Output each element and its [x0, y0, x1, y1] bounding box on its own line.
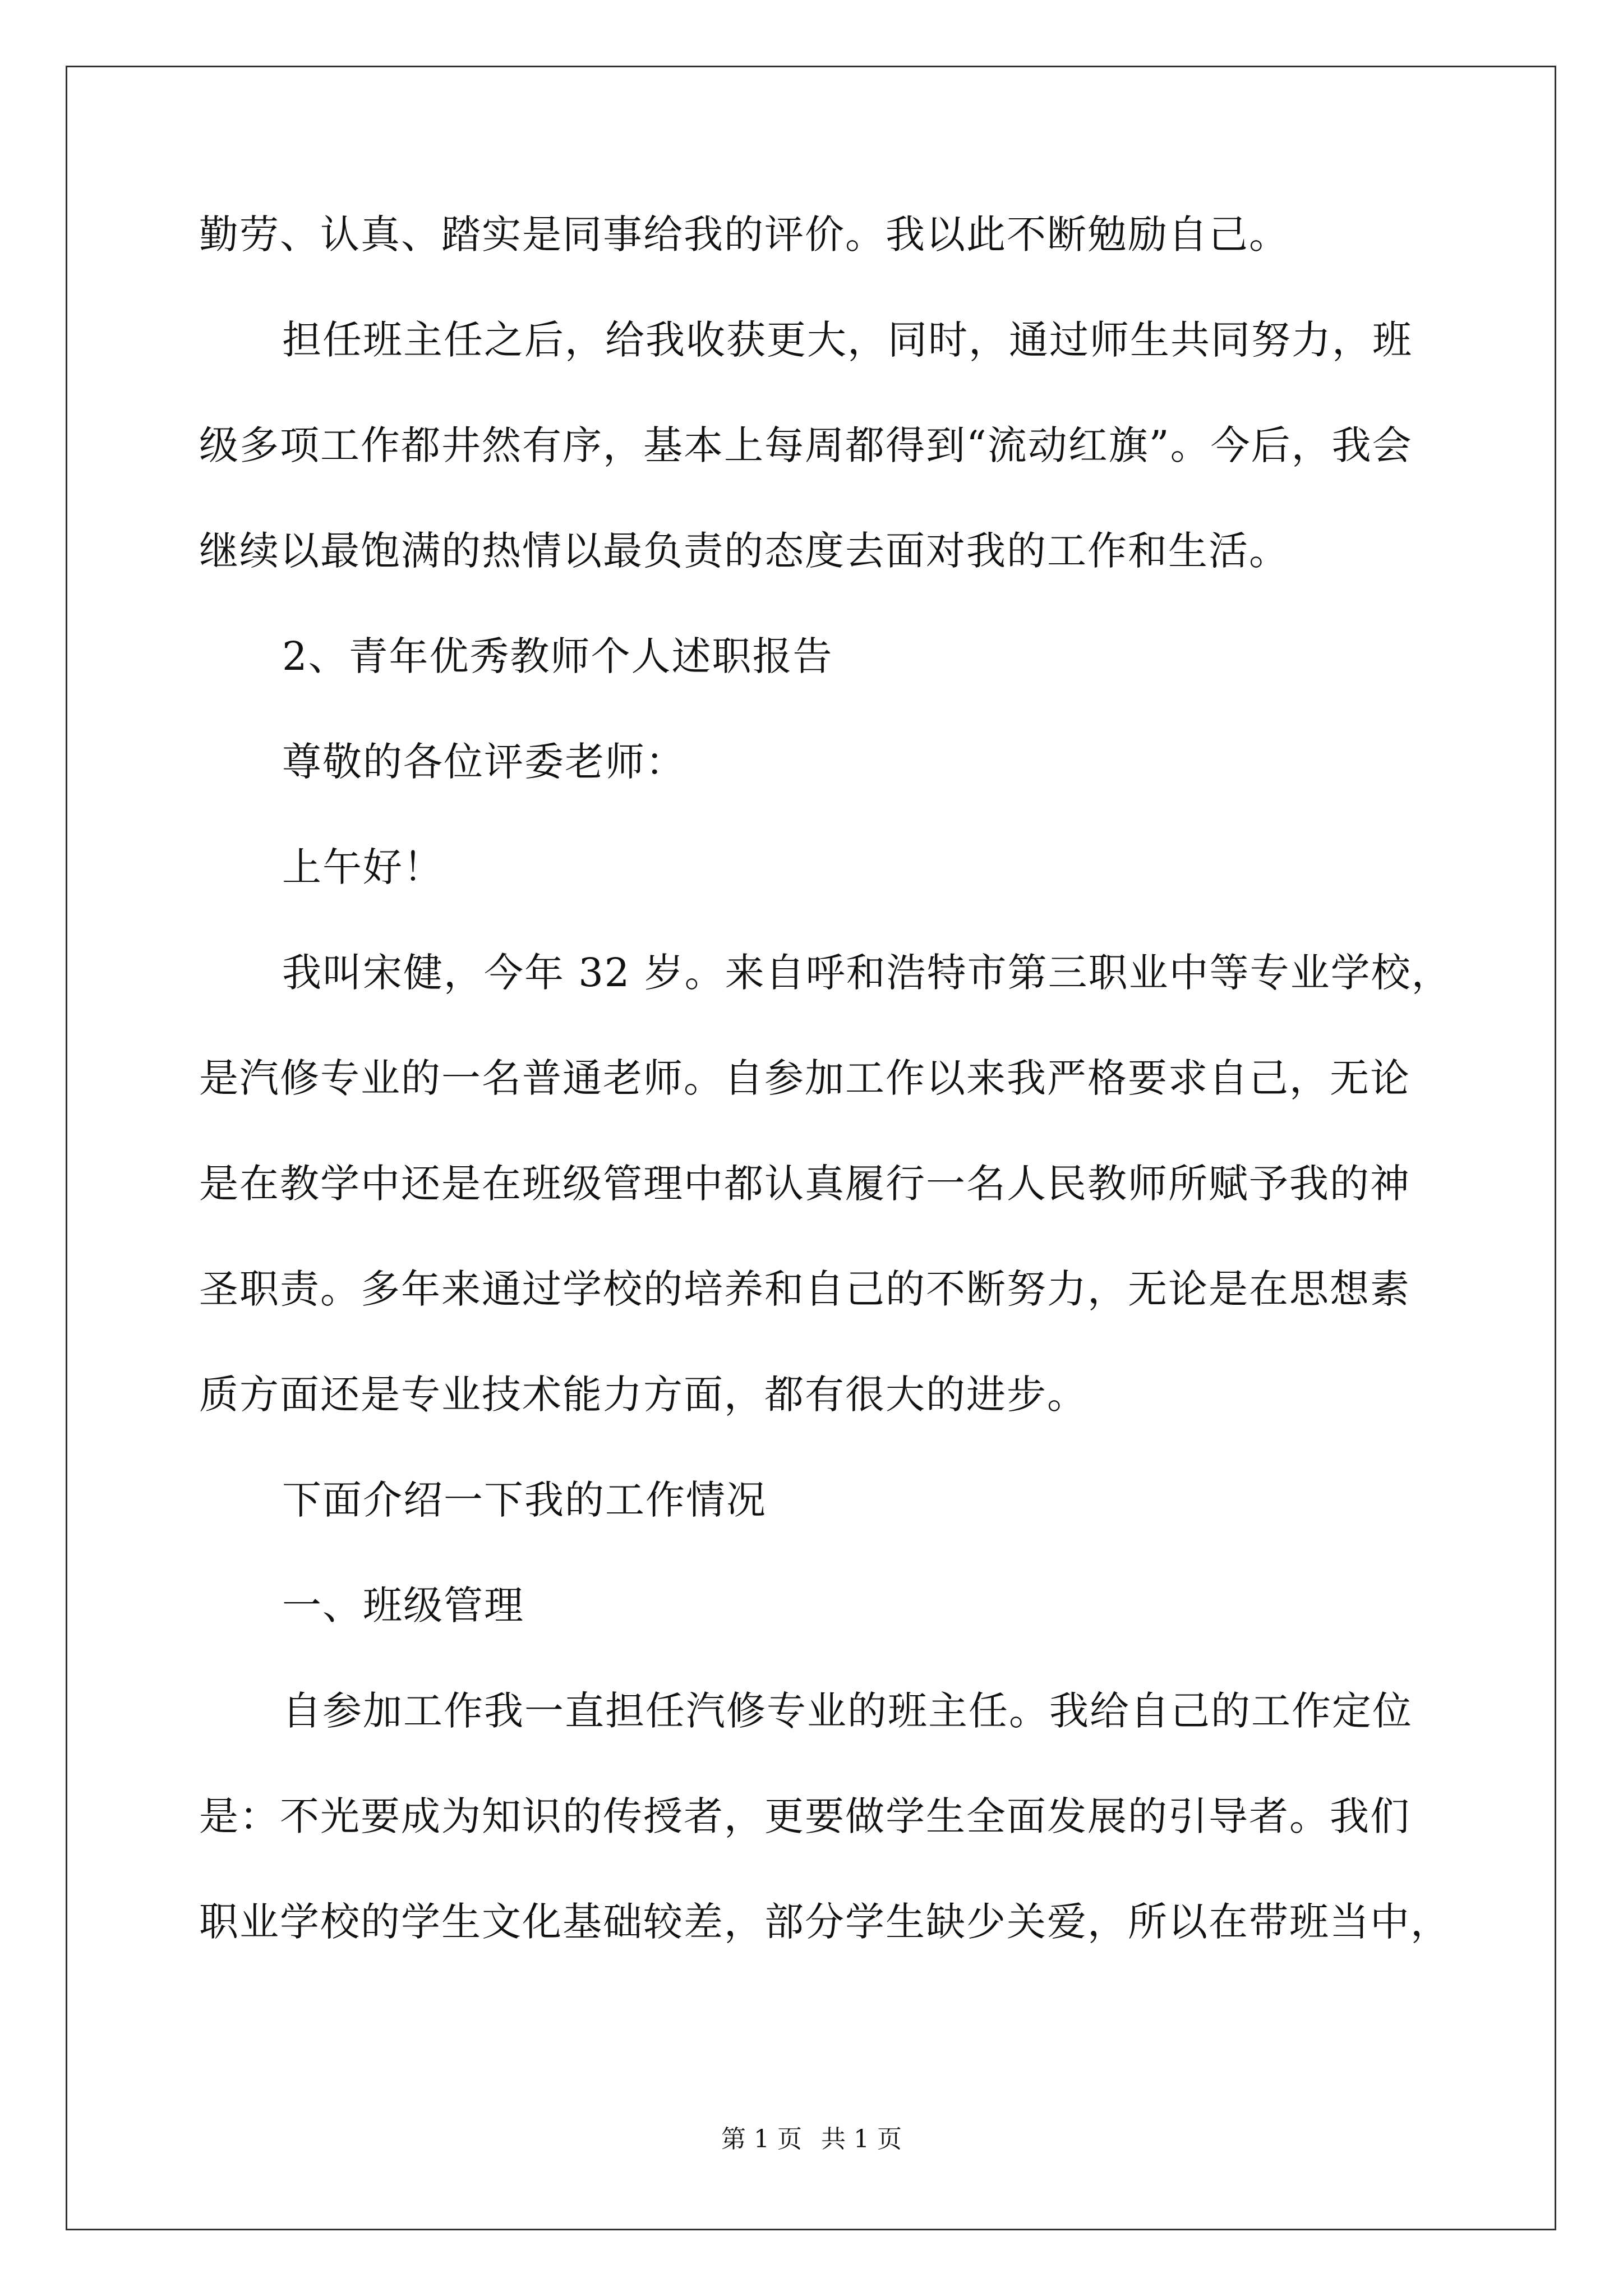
text-line: 是汽修专业的一名普通老师。自参加工作以来我严格要求自己，无论 — [199, 1055, 1410, 1101]
text-line: 职业学校的学生文化基础较差，部分学生缺少关爱，所以在带班当中， — [199, 1899, 1451, 1945]
page-footer — [0, 2127, 1623, 2152]
text-line: 勤劳、认真、踏实是同事给我的评价。我以此不断勉励自己。 — [199, 211, 1289, 257]
text-line: 继续以最饱满的热情以最负责的态度去面对我的工作和生活。 — [199, 528, 1289, 574]
page-number: 第 1 页 — [721, 2125, 802, 2154]
section-heading: 2、青年优秀教师个人述职报告 — [282, 633, 833, 679]
page-total: 共 1 页 — [821, 2125, 902, 2154]
text-line: 是：不光要成为知识的传授者，更要做学生全面发展的引导者。我们 — [199, 1793, 1410, 1839]
text-line: 是在教学中还是在班级管理中都认真履行一名人民教师所赋予我的神 — [199, 1161, 1410, 1207]
text-line: 级多项工作都井然有序，基本上每周都得到“流动红旗”。今后，我会 — [199, 422, 1413, 468]
text-line: 圣职责。多年来通过学校的培养和自己的不断努力，无论是在思想素 — [199, 1266, 1410, 1312]
text-line: 自参加工作我一直担任汽修专业的班主任。我给自己的工作定位 — [282, 1688, 1413, 1734]
salutation: 尊敬的各位评委老师： — [282, 739, 686, 785]
text-line: 质方面还是专业技术能力方面，都有很大的进步。 — [199, 1372, 1087, 1418]
text-line: 担任班主任之后，给我收获更大，同时，通过师生共同努力，班 — [282, 317, 1413, 363]
text-line: 我叫宋健，今年 32 岁。来自呼和浩特市第三职业中等专业学校， — [282, 950, 1452, 996]
text-line: 下面介绍一下我的工作情况 — [282, 1477, 767, 1523]
greeting: 上午好！ — [282, 844, 444, 890]
section-heading: 一、班级管理 — [282, 1582, 524, 1628]
document-body — [199, 211, 1452, 1945]
